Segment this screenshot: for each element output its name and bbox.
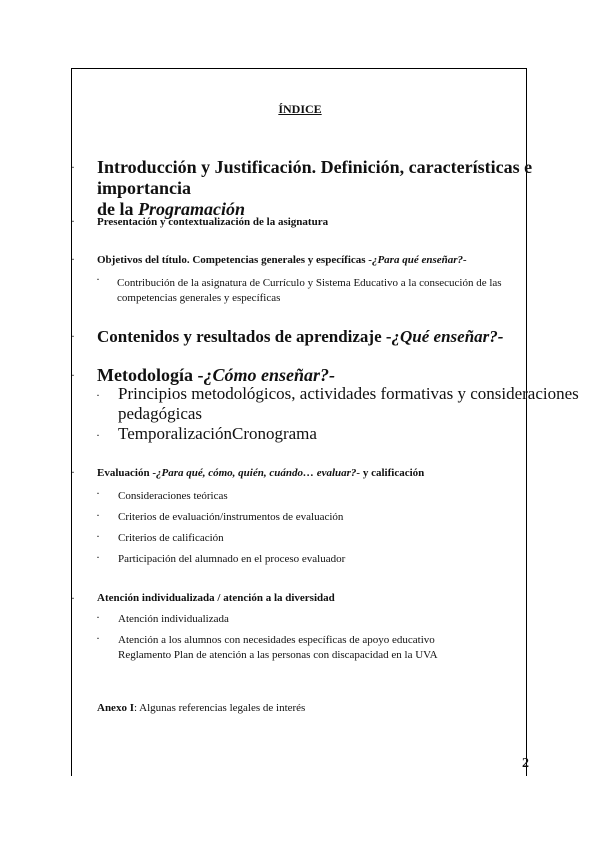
toc-item-presentacion[interactable]: Presentación y contextualización de la asignatura: [97, 216, 329, 228]
toc-item-intro-line1: Introducción y Justificación. Definición, características e importancia: [97, 157, 533, 198]
toc-subitem-temporalizacion[interactable]: TemporalizaciónCronograma: [118, 424, 317, 443]
toc-item-objetivos-text: Objetivos del título. Competencias generales y específicas -: [97, 254, 372, 266]
bullet-dot: ·: [71, 329, 75, 343]
bullet-dot: ·: [71, 160, 75, 174]
toc-subitem-necesidades[interactable]: [118, 633, 438, 663]
bullet-dot: ·: [71, 465, 75, 479]
toc-item-anexo-bold: Anexo I: [97, 702, 134, 714]
toc-item-intro[interactable]: [97, 157, 600, 220]
toc-item-intro-italic: Programación: [138, 199, 246, 219]
toc-item-anexo-text: : Algunas referencias legales de interés: [133, 702, 306, 714]
toc-item-objetivos-italic: ¿Para qué enseñar?-: [371, 254, 467, 266]
toc-item-intro-prefix: de la: [97, 199, 139, 219]
toc-item-evaluacion-text: Evaluación -: [97, 467, 156, 479]
toc-item-contenidos[interactable]: [97, 327, 503, 347]
toc-subitem-principios[interactable]: [118, 384, 579, 424]
page-border-top: [71, 68, 527, 69]
sub-bullet-dot: ·: [96, 631, 100, 645]
sub-bullet-dot: ·: [96, 610, 100, 624]
toc-subitem-necesidades-line1: Atención a los alumnos con necesidades específicas de apoyo educativo: [118, 634, 435, 646]
toc-subitem-contribucion[interactable]: [117, 276, 502, 306]
toc-subitem-contribucion-line2: competencias generales y específicas: [117, 292, 281, 304]
toc-item-metodologia-italic: ¿Cómo enseñar?-: [203, 365, 335, 385]
sub-bullet-dot: ·: [96, 272, 100, 286]
toc-subitem-principios-line2: pedagógicas: [118, 404, 203, 423]
toc-item-atencion[interactable]: Atención individualizada / atención a la diversidad: [97, 592, 335, 604]
toc-item-contenidos-italic: ¿Qué enseñar?-: [391, 327, 504, 346]
page-number: 2: [522, 756, 529, 771]
bullet-dot: ·: [71, 214, 75, 228]
toc-subitem-necesidades-line2: Reglamento Plan de atención a las personas con discapacidad en la UVA: [118, 649, 438, 661]
sub-bullet-dot: ·: [96, 529, 100, 543]
toc-subitem-criterios-evaluacion[interactable]: Criterios de evaluación/instrumentos de evaluación: [118, 511, 344, 523]
toc-subitem-principios-line1: Principios metodológicos, actividades formativas y consideraciones: [118, 384, 579, 403]
toc-item-metodologia-text: Metodología -: [97, 365, 204, 385]
sub-bullet-dot: ·: [96, 486, 100, 500]
toc-subitem-atencion-individualizada[interactable]: Atención individualizada: [118, 613, 229, 625]
bullet-dot: ·: [71, 252, 75, 266]
toc-item-metodologia[interactable]: [97, 365, 335, 386]
toc-subitem-participacion[interactable]: Participación del alumnado en el proceso evaluador: [118, 553, 346, 565]
bullet-dot: ·: [71, 368, 75, 382]
toc-item-objetivos[interactable]: [97, 253, 467, 267]
bullet-dot: ·: [71, 591, 75, 605]
toc-item-evaluacion-suffix: y calificación: [360, 467, 425, 479]
sub-bullet-dot: ·: [96, 388, 100, 402]
toc-item-anexo[interactable]: [97, 701, 305, 716]
sub-bullet-dot: ·: [96, 428, 100, 442]
page-title: ÍNDICE: [278, 102, 322, 116]
toc-item-contenidos-text: Contenidos y resultados de aprendizaje -: [97, 327, 392, 346]
sub-bullet-dot: ·: [96, 550, 100, 564]
toc-subitem-criterios-calificacion[interactable]: Criterios de calificación: [118, 532, 224, 544]
sub-bullet-dot: ·: [96, 508, 100, 522]
toc-subitem-consideraciones[interactable]: Consideraciones teóricas: [118, 490, 228, 502]
toc-subitem-contribucion-line1: Contribución de la asignatura de Currículo y Sistema Educativo a la consecución de las: [117, 277, 502, 289]
toc-item-evaluacion-italic: ¿Para qué, cómo, quién, cuándo… evaluar?-: [155, 467, 361, 479]
toc-item-evaluacion[interactable]: [97, 466, 424, 480]
